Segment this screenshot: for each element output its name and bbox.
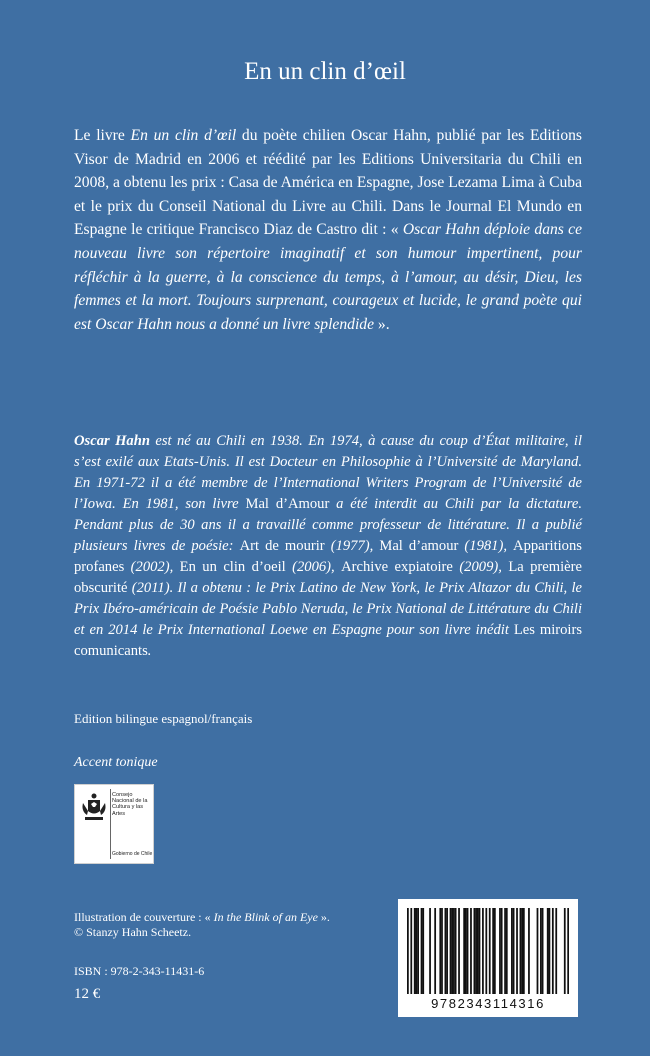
- bio-text: (2009),: [452, 559, 509, 575]
- barcode-bar: [416, 908, 418, 994]
- barcode-bar: [453, 908, 455, 994]
- bio-work-title: Archive expiatoire: [341, 559, 453, 575]
- bio-work-title: Art de mourir: [239, 538, 325, 554]
- barcode-bar: [521, 908, 523, 994]
- barcode-bar: [542, 908, 544, 994]
- bio-text: (2002),: [124, 559, 180, 575]
- barcode-bar: [482, 908, 484, 994]
- critic-quote: Oscar Hahn déploie dans ce nouveau livre son répertoire imaginatif et son humour impertinent, pour réfléchir à la guerre, à la conscience du temps, à l’amour, au désir, Dieu, les femmes et la mort. Toujours surprenant, courageux et lucide, le grand poète qui est Oscar Hahn nous a donné un livre splendide: [74, 221, 583, 333]
- cultural-council-logo: [74, 784, 154, 864]
- bio-work-title: Les miroirs comunicants: [74, 622, 582, 659]
- barcode-bar: [499, 908, 501, 994]
- cover-credit: [74, 910, 330, 940]
- barcode-bar: [504, 908, 506, 994]
- bio-text: (2011). Il a obtenu : le Prix Latino de New York, le Prix Altazor du Chili, le Prix Ibéro-américain de Poésie Pablo Neruda, le Prix National de Littérature du Chili et en 2014 le Prix International Loewe en Espagne pour son livre inédit: [74, 580, 582, 638]
- barcode-bar: [441, 908, 443, 994]
- publisher-name: Accent tonique: [74, 755, 158, 770]
- barcode-bar: [407, 908, 409, 994]
- barcode-bars: [407, 908, 569, 994]
- barcode-bar: [564, 908, 566, 994]
- barcode-bar: [446, 908, 448, 994]
- barcode-bar: [458, 908, 460, 994]
- barcode-bar: [549, 908, 551, 994]
- barcode-bar: [540, 908, 542, 994]
- bio-work-title: Apparitions profanes: [74, 538, 582, 575]
- barcode-bar: [475, 908, 477, 994]
- barcode-bar: [520, 908, 522, 994]
- barcode-bar: [429, 908, 431, 994]
- bio-work-title: Mal d’Amour: [245, 496, 330, 512]
- logo-divider: [110, 789, 111, 859]
- barcode-bar: [506, 908, 508, 994]
- barcode-bar: [451, 908, 453, 994]
- price: 12 €: [74, 986, 101, 1002]
- barcode-bar: [567, 908, 569, 994]
- barcode-bar: [410, 908, 412, 994]
- barcode-bar: [414, 908, 416, 994]
- barcode-bar: [537, 908, 539, 994]
- barcode-bar: [439, 908, 441, 994]
- bio-text: a été interdit au Chili par la dictature. Pendant plus de 30 ans il a travaillé comme professeur de littérature. Il a publié plusieurs livres de poésie:: [74, 496, 582, 554]
- barcode-bar: [434, 908, 436, 994]
- barcode-bar: [470, 908, 472, 994]
- credit-label: ».: [317, 910, 330, 924]
- bio-work-title: Mal d’amour: [379, 538, 459, 554]
- book-title: En un clin d’œil: [244, 58, 406, 85]
- barcode-bar: [474, 908, 476, 994]
- credit-label: Illustration de couverture : «: [74, 910, 214, 924]
- logo-government: Gobierno de Chile: [112, 851, 153, 857]
- bio-text: .: [147, 643, 152, 659]
- bio-work-title: La première obscurité: [74, 559, 582, 596]
- cover-artwork-title: In the Blink of an Eye: [213, 910, 318, 924]
- book-summary: [74, 124, 582, 336]
- barcode-bar: [511, 908, 513, 994]
- summary-text: ».: [374, 315, 390, 333]
- barcode-bar: [555, 908, 557, 994]
- barcode-bar: [516, 908, 518, 994]
- barcode-bar: [422, 908, 424, 994]
- bio-text: (1977),: [324, 538, 380, 554]
- isbn: ISBN : 978-2-343-11431-6: [74, 964, 205, 978]
- bio-text: (1981),: [458, 538, 514, 554]
- bio-work-title: En un clin d’oeil: [179, 559, 286, 575]
- bio-text: (2006),: [285, 559, 342, 575]
- barcode-bar: [492, 908, 494, 994]
- barcode-bar: [450, 908, 452, 994]
- barcode-bar: [445, 908, 447, 994]
- chile-coat-of-arms-icon: [80, 791, 108, 825]
- summary-text: du poète chilien Oscar Hahn, publié par les Editions Visor de Madrid en 2006 et réédité par les Editions Universitaria du Chili en 2008, a obtenu les prix : Casa de América en Espagne, Jose Lezama Lima à Cuba et le prix du Conseil National du Livre au Chili. Dans le Journal El Mundo en Espagne le critique Francisco Diaz de Castro dit : «: [74, 127, 582, 239]
- barcode-bar: [501, 908, 503, 994]
- barcode-bar: [547, 908, 549, 994]
- barcode-bar: [417, 908, 419, 994]
- author-name: Oscar Hahn: [74, 433, 150, 449]
- barcode-number: 9782343114316: [431, 996, 545, 1011]
- barcode: [398, 899, 578, 1017]
- author-bio: [74, 431, 582, 662]
- logo-council-name: Consejo Nacional de la Cultura y las Artes: [112, 792, 148, 817]
- bio-text: est né au Chili en 1938. En 1974, à cause du coup d’État militaire, il s’est exilé aux Etats-Unis. Il est Docteur en Philosophie à l’Université de Maryland. En 1971-72 il a été membre de l’International Writers Program de l’Université de l’Iowa. En 1981, son livre: [74, 433, 582, 512]
- barcode-bar: [528, 908, 530, 994]
- barcode-bar: [513, 908, 515, 994]
- barcode-bar: [494, 908, 496, 994]
- barcode-bar: [465, 908, 467, 994]
- barcode-bar: [455, 908, 457, 994]
- edition-note: Edition bilingue espagnol/français: [74, 711, 253, 726]
- copyright-line: © Stanzy Hahn Scheetz.: [74, 925, 192, 939]
- summary-book-title: En un clin d’œil: [130, 127, 237, 144]
- barcode-bar: [523, 908, 525, 994]
- barcode-bar: [467, 908, 469, 994]
- barcode-bar: [463, 908, 465, 994]
- barcode-bar: [489, 908, 491, 994]
- barcode-bar: [421, 908, 423, 994]
- barcode-bar: [477, 908, 479, 994]
- barcode-bar: [479, 908, 481, 994]
- barcode-bar: [552, 908, 554, 994]
- barcode-bar: [485, 908, 487, 994]
- summary-text: Le livre: [74, 127, 131, 144]
